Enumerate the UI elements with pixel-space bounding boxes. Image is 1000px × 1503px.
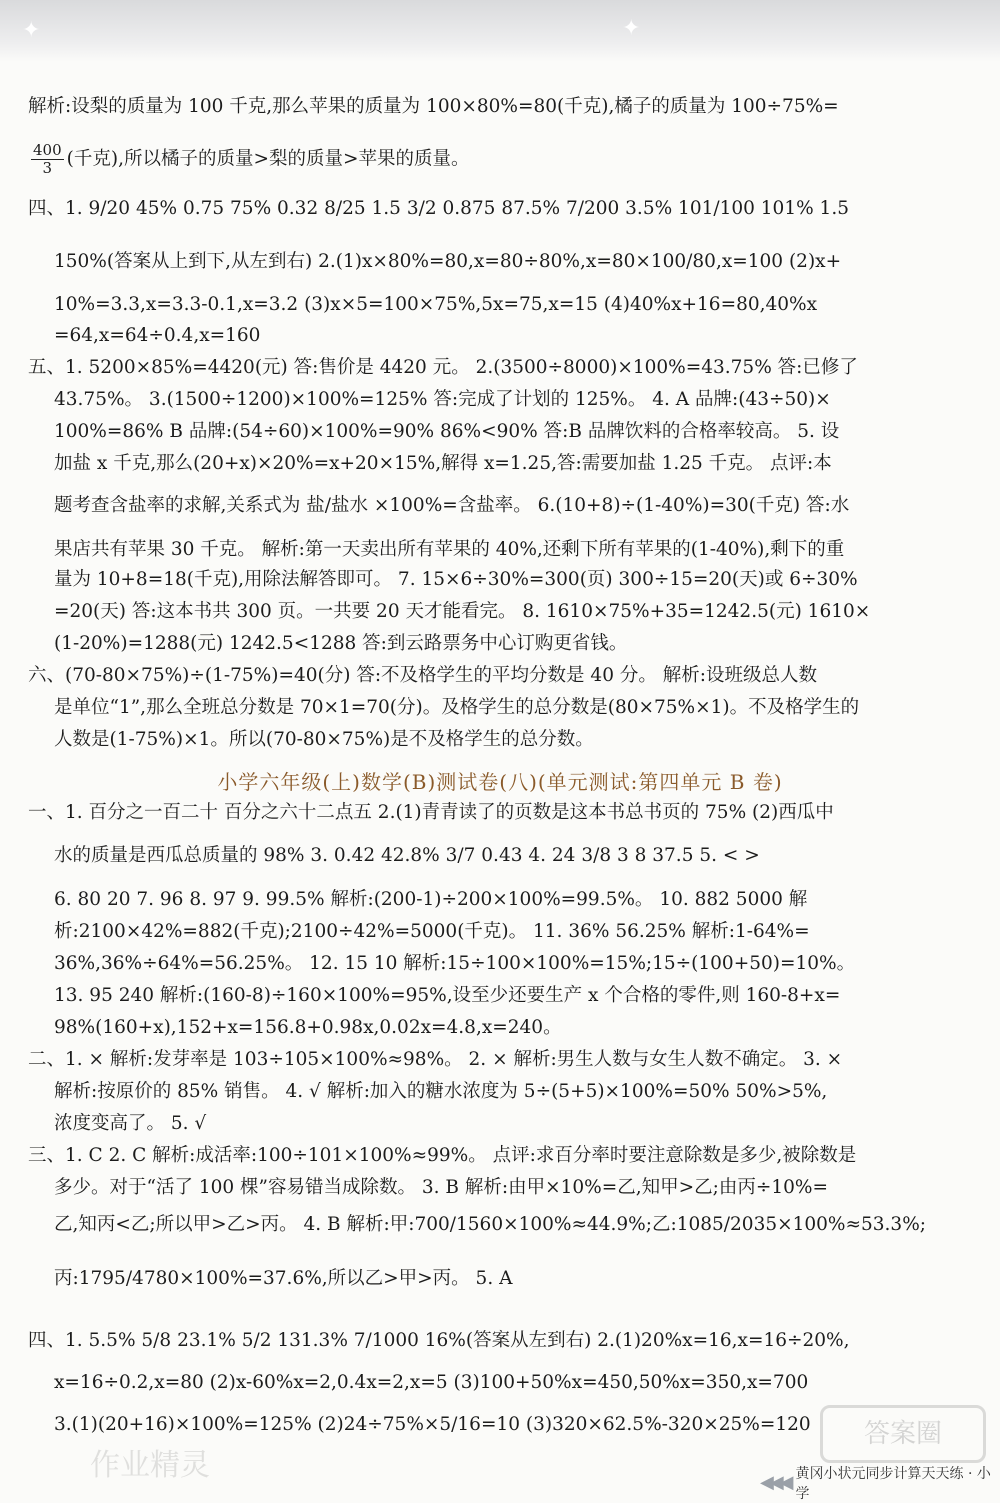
answer-line bbox=[54, 951, 974, 977]
answer-line bbox=[54, 493, 974, 519]
answer-line-text: 六、(70-80×75%)÷(1-75%)=40(分) 答:不及格学生的平均分数是 40 分。 解析:设班级总人数 bbox=[28, 665, 817, 686]
answer-line bbox=[54, 419, 974, 445]
answer-line-text: (1-20%)=1288(元) 1242.5<1288 答:到云路票务中心订购更省钱。 bbox=[54, 633, 628, 654]
watermark-logo: 答案圈 bbox=[820, 1405, 986, 1463]
answer-line-text: 解析:设梨的质量为 100 千克,那么苹果的质量为 100×80%=80(千克),橘子的质量为 100÷75%= bbox=[28, 96, 839, 117]
answer-line-text: 100%=86% B 品牌:(54÷60)×100%=90% 86%<90% 答:B 品牌饮料的合格率较高。 5. 设 bbox=[54, 421, 840, 442]
answer-line-text: (千克),所以橘子的质量>梨的质量>苹果的质量。 bbox=[66, 148, 470, 170]
answer-line bbox=[54, 1111, 974, 1137]
page-top-band bbox=[0, 0, 1000, 62]
answer-line-text: =20(天) 答:这本书共 300 页。一共要 20 天才能看完。 8. 1610×75%+35=1242.5(元) 1610× bbox=[54, 601, 871, 622]
answer-line bbox=[54, 599, 974, 625]
answer-line-text: 果店共有苹果 30 千克。 解析:第一天卖出所有苹果的 40%,还剩下所有苹果的(1-40%),剩下的重 bbox=[54, 539, 845, 560]
answer-line bbox=[54, 292, 974, 318]
answer-line-text: =64,x=64÷0.4,x=160 bbox=[54, 325, 261, 346]
answer-line bbox=[54, 983, 974, 1009]
sparkle-icon: ✦ bbox=[22, 18, 41, 43]
answer-line-text: 150%(答案从上到下,从左到右) 2.(1)x×80%=80,x=80÷80%,x=80×100/80,x=100 (2)x+ bbox=[54, 251, 842, 272]
answer-line bbox=[28, 1143, 976, 1169]
answer-line-text: 题考查含盐率的求解,关系式为 盐/盐水 ×100%=含盐率。 6.(10+8)÷(1-40%)=30(千克) 答:水 bbox=[54, 495, 850, 516]
answer-line bbox=[54, 1266, 974, 1292]
answer-line-text: 10%=3.3,x=3.3-0.1,x=3.2 (3)x×5=100×75%,5x=75,x=15 (4)40%x+16=80,40%x bbox=[54, 294, 818, 315]
answer-line bbox=[54, 387, 974, 413]
answer-line-text: 一、1. 百分之一百二十 百分之六十二点五 2.(1)青青读了的页数是这本书总书页的 75% (2)西瓜中 bbox=[28, 802, 834, 823]
answer-line-text: 人数是(1-75%)×1。所以(70-80×75%)是不及格学生的总分数。 bbox=[54, 729, 594, 750]
answer-line-text: 43.75%。 3.(1500÷1200)×100%=125% 答:完成了计划的 125%。 4. A 品牌:(43÷50)× bbox=[54, 389, 831, 410]
arrow-left-icon: ◀◀◀ bbox=[760, 1472, 790, 1493]
answer-line bbox=[54, 919, 974, 945]
answer-line bbox=[54, 1370, 974, 1396]
answer-line-text: 量为 10+8=18(千克),用除法解答即可。 7. 15×6÷30%=300(页) 300÷15=20(天)或 6÷30% bbox=[54, 569, 858, 590]
answer-line bbox=[28, 663, 976, 689]
answer-line bbox=[54, 323, 974, 349]
answer-line-text: 36%,36%÷64%=56.25%。 12. 15 10 解析:15÷100×100%=15%;15÷(100+50)=10%。 bbox=[54, 953, 856, 974]
footer bbox=[760, 1465, 1000, 1502]
answer-line bbox=[54, 1175, 974, 1201]
answer-line-text: x=16÷0.2,x=80 (2)x-60%x=2,0.4x=2,x=5 (3)100+50%x=450,50%x=350,x=700 bbox=[54, 1372, 809, 1393]
answer-line-text: 是单位“1”,那么全班总分数是 70×1=70(分)。及格学生的总分数是(80×75%×1)。不及格学生的 bbox=[54, 697, 860, 718]
answer-line-text: 四、1. 5.5% 5/8 23.1% 5/2 131.3% 7/1000 16%(答案从左到右) 2.(1)20%x=16,x=16÷20%, bbox=[28, 1330, 850, 1351]
answer-line bbox=[28, 94, 976, 120]
answer-line-text: 二、1. × 解析:发芽率是 103÷105×100%≈98%。 2. × 解析:男生人数与女生人数不确定。 3. × bbox=[28, 1049, 843, 1070]
footer-text: 黄冈小状元同步计算天天练 · 小学 bbox=[795, 1465, 991, 1502]
answer-line-text: 析:2100×42%=882(千克);2100÷42%=5000(千克)。 11. 36% 56.25% 解析:1-64%= bbox=[54, 921, 810, 942]
answer-line-text: 3.(1)(20+16)×100%=125% (2)24÷75%×5/16=10 (3)320×62.5%-320×25%=120 bbox=[54, 1414, 811, 1435]
answer-line-text: 三、1. C 2. C 解析:成活率:100÷101×100%≈99%。 点评:求百分率时要注意除数是多少,被除数是 bbox=[28, 1145, 857, 1166]
answer-line-text: 98%(160+x),152+x=156.8+0.98x,0.02x=4.8,x=240。 bbox=[54, 1017, 562, 1038]
answer-line bbox=[28, 196, 976, 222]
answer-line bbox=[28, 1047, 976, 1073]
answer-line bbox=[54, 727, 974, 753]
answer-line bbox=[54, 567, 974, 593]
answer-line bbox=[54, 1212, 974, 1238]
answer-line-text: 乙,知丙<乙;所以甲>乙>丙。 4. B 解析:甲:700/1560×100%≈44.9%;乙:1085/2035×100%≈53.3%; bbox=[54, 1214, 927, 1235]
answer-line-text: 五、1. 5200×85%=4420(元) 答:售价是 4420 元。 2.(3500÷8000)×100%=43.75% 答:已修了 bbox=[28, 357, 858, 378]
answer-line bbox=[54, 695, 974, 721]
answer-line bbox=[28, 355, 976, 381]
answer-line bbox=[54, 631, 974, 657]
answer-line-text: 水的质量是西瓜总质量的 98% 3. 0.42 42.8% 3/7 0.43 4. 24 3/8 3 8 37.5 5. < > bbox=[54, 845, 760, 866]
answer-line-text: 6. 80 20 7. 96 8. 97 9. 99.5% 解析:(200-1)÷200×100%=99.5%。 10. 882 5000 解 bbox=[54, 889, 808, 910]
answer-line bbox=[54, 887, 974, 913]
answer-line-text: 多少。对于“活了 100 棵”容易错当成除数。 3. B 解析:由甲×10%=乙,知甲>乙;由丙÷10%= bbox=[54, 1177, 828, 1198]
answer-line bbox=[54, 1015, 974, 1041]
section-title: 小学六年级(上)数学(B)测试卷(八)(单元测试:第四单元 B 卷) bbox=[217, 770, 783, 794]
sparkle-icon: ✦ bbox=[622, 16, 641, 41]
answer-line-text: 浓度变高了。 5. √ bbox=[54, 1113, 207, 1134]
answer-line-text: 丙:1795/4780×100%=37.6%,所以乙>甲>丙。 5. A bbox=[54, 1268, 513, 1289]
answer-line-text: 加盐 x 千克,那么(20+x)×20%=x+20×15%,解得 x=1.25,答:需要加盐 1.25 千克。 点评:本 bbox=[54, 453, 832, 474]
answer-line bbox=[54, 843, 974, 869]
fraction: $\frac{400}{3}$ bbox=[33, 142, 62, 177]
answer-line bbox=[28, 1328, 976, 1354]
answer-line bbox=[54, 451, 974, 477]
answer-line-text: 四、1. 9/20 45% 0.75 75% 0.32 8/25 1.5 3/2 0.875 87.5% 7/200 3.5% 101/100 101% 1.5 bbox=[28, 198, 849, 219]
answer-line bbox=[54, 537, 974, 563]
watermark-text: 作业精灵 bbox=[90, 1448, 210, 1483]
answer-line-text: 13. 95 240 解析:(160-8)÷160×100%=95%,设至少还要生产 x 个合格的零件,则 160-8+x= bbox=[54, 985, 841, 1006]
answer-line bbox=[28, 142, 976, 177]
answer-line bbox=[54, 1079, 974, 1105]
answer-line bbox=[28, 800, 976, 826]
answer-line bbox=[54, 249, 974, 275]
answer-line-text: 解析:按原价的 85% 销售。 4. √ 解析:加入的糖水浓度为 5÷(5+5)×100%=50% 50%>5%, bbox=[54, 1081, 828, 1102]
